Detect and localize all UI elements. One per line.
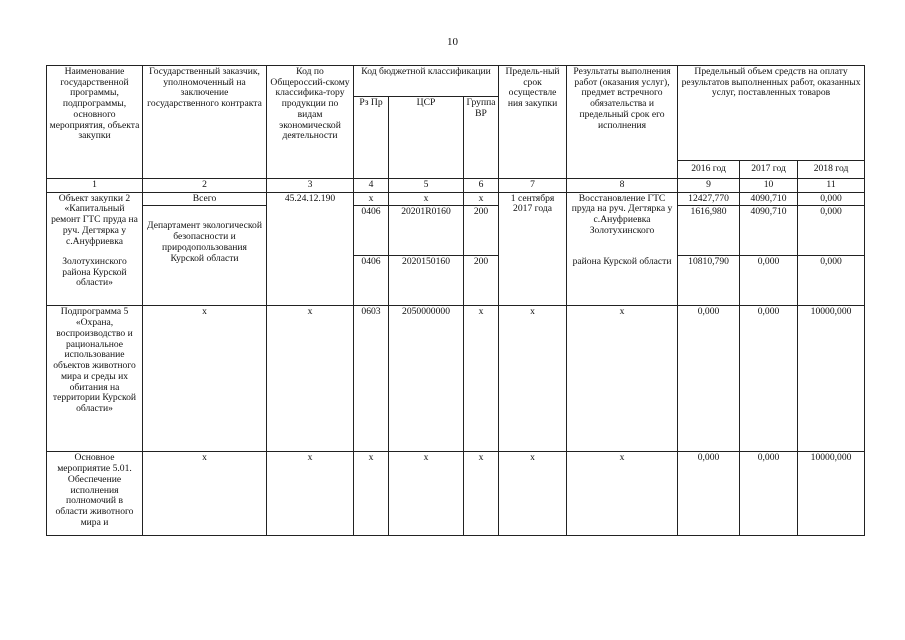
m501-vr: x	[464, 452, 499, 536]
col-number: 4	[354, 179, 389, 193]
table-row	[47, 192, 865, 206]
m501-results: x	[567, 452, 678, 536]
header-2016: 2016 год	[678, 161, 740, 179]
table-row	[47, 206, 865, 256]
col-number: 1	[47, 179, 143, 193]
procurement-table	[46, 65, 865, 536]
header-vr: Группа ВР	[464, 97, 499, 179]
cell-2016: 1616,980	[678, 206, 740, 256]
sub5-customer: x	[143, 306, 267, 452]
header-customer: Государственный заказчик, уполномоченный на заключение государственного контракта	[143, 66, 267, 179]
object2-customer-total: Всего	[143, 192, 267, 206]
m501-deadline: x	[499, 452, 567, 536]
object2-results-bottom: района Курской области	[567, 256, 678, 306]
m501-okpd: x	[267, 452, 354, 536]
sub5-2018: 10000,000	[798, 306, 865, 452]
cell-vr: 200	[464, 256, 499, 306]
header-2018: 2018 год	[798, 161, 865, 179]
column-numbers-row	[47, 179, 865, 193]
sub5-2016: 0,000	[678, 306, 740, 452]
cell-rzpr: 0406	[354, 206, 389, 256]
header-deadline: Предель-ный срок осуществле ния закупки	[499, 66, 567, 179]
col-number: 9	[678, 179, 740, 193]
page-number: 10	[447, 36, 458, 48]
object2-deadline: 1 сентября 2017 года	[499, 192, 567, 306]
cell-2017: 4090,710	[740, 192, 798, 206]
col-number: 10	[740, 179, 798, 193]
cell-rzpr: 0406	[354, 256, 389, 306]
header-volume: Предельный объем средств на оплату результатов выполненных работ, оказанных услуг, поставленных товаров	[678, 66, 865, 161]
sub5-vr: x	[464, 306, 499, 452]
table-row	[47, 306, 865, 452]
cell-2017: 0,000	[740, 256, 798, 306]
header-okpd: Код по Общероссий-скому классифика-тору продукции по видам экономической деятельности	[267, 66, 354, 179]
col-number: 8	[567, 179, 678, 193]
col-number: 7	[499, 179, 567, 193]
m501-customer: x	[143, 452, 267, 536]
cell-2016: 10810,790	[678, 256, 740, 306]
object2-name-top: Объект закупки 2 «Капитальный ремонт ГТС пруда на руч. Дегтярка у с.Ануфриевка	[47, 192, 143, 256]
m501-name: Основное мероприятие 5.01. Обеспечение исполнения полномочий в области животного мира и	[47, 452, 143, 536]
cell-2017: 4090,710	[740, 206, 798, 256]
cell-2016: 12427,770	[678, 192, 740, 206]
object2-results-top: Восстановление ГТС пруда на руч. Дегтярка у с.Ануфриевка Золотухинского	[567, 192, 678, 256]
m501-2016: 0,000	[678, 452, 740, 536]
cell-vr: 200	[464, 206, 499, 256]
cell-2018: 0,000	[798, 206, 865, 256]
sub5-rzpr: 0603	[354, 306, 389, 452]
header-2017: 2017 год	[740, 161, 798, 179]
sub5-name: Подпрограмма 5 «Охрана, воспроизводство и рациональное использование объектов животного мира и среды их обитания на территории Курской области»	[47, 306, 143, 452]
col-number: 2	[143, 179, 267, 193]
cell-vr: x	[464, 192, 499, 206]
header-budget-code: Код бюджетной классификации	[354, 66, 499, 97]
sub5-2017: 0,000	[740, 306, 798, 452]
sub5-okpd: x	[267, 306, 354, 452]
header-name: Наименование государственной программы, подпрограммы, основного мероприятия, объекта закупки	[47, 66, 143, 179]
m501-2017: 0,000	[740, 452, 798, 536]
object2-okpd: 45.24.12.190	[267, 192, 354, 306]
object2-customer-dept: Департамент экологической безопасности и природопользования Курской области	[143, 206, 267, 306]
cell-csr: 20201R0160	[389, 206, 464, 256]
cell-rzpr: x	[354, 192, 389, 206]
col-number: 3	[267, 179, 354, 193]
sub5-csr: 2050000000	[389, 306, 464, 452]
table-row	[47, 452, 865, 536]
header-csr: ЦСР	[389, 97, 464, 179]
m501-rzpr: x	[354, 452, 389, 536]
cell-csr: 2020150160	[389, 256, 464, 306]
sub5-results: x	[567, 306, 678, 452]
cell-csr: x	[389, 192, 464, 206]
cell-2018: 0,000	[798, 256, 865, 306]
m501-2018: 10000,000	[798, 452, 865, 536]
col-number: 5	[389, 179, 464, 193]
col-number: 11	[798, 179, 865, 193]
m501-csr: x	[389, 452, 464, 536]
header-results: Результаты выполнения работ (оказания услуг), предмет встречного обязательства и предельный срок его исполнения	[567, 66, 678, 179]
object2-name-bottom: Золотухинского района Курской области»	[47, 256, 143, 306]
col-number: 6	[464, 179, 499, 193]
sub5-deadline: x	[499, 306, 567, 452]
cell-2018: 0,000	[798, 192, 865, 206]
header-rzpr: Рз Пр	[354, 97, 389, 179]
